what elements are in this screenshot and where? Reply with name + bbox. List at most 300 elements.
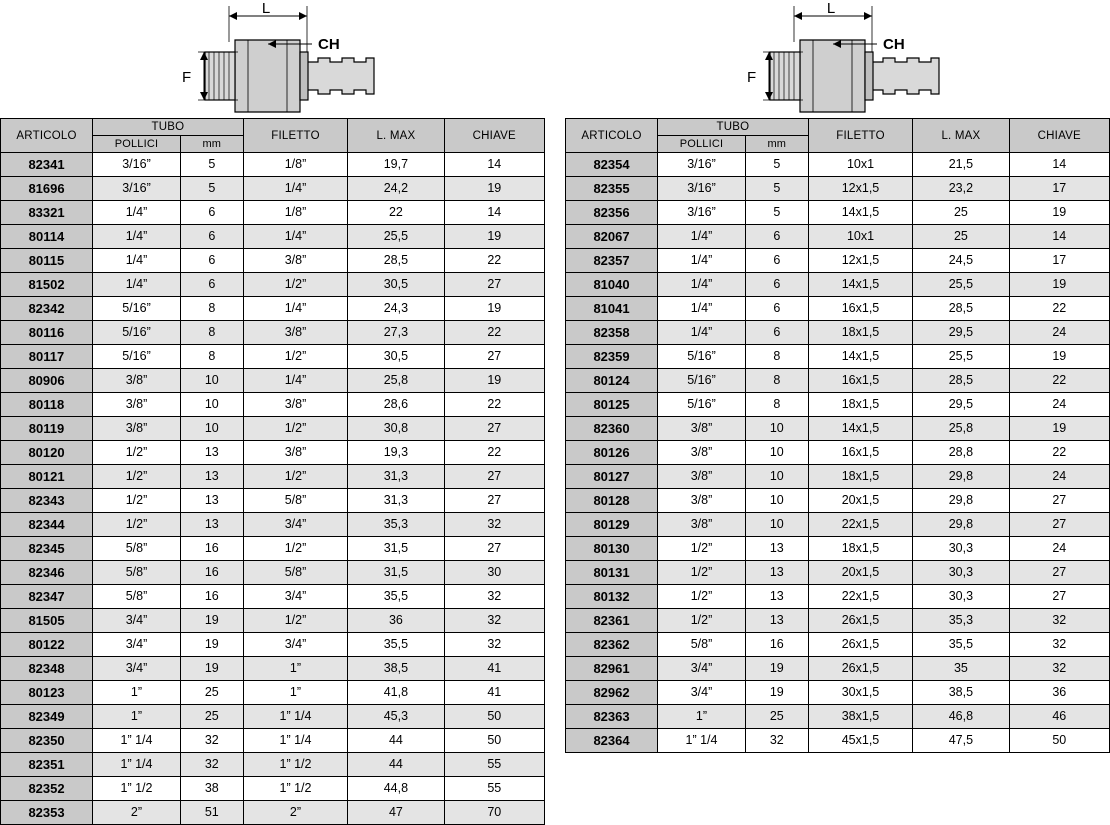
cell-pollici: 3/16” [93, 177, 181, 201]
cell-pollici: 3/8” [658, 513, 746, 537]
cell-chiave: 32 [444, 609, 544, 633]
table-row [1, 753, 545, 777]
cell-articolo: 82341 [1, 153, 93, 177]
cell-pollici: 3/16” [658, 153, 746, 177]
table-row [566, 369, 1110, 393]
table-row [1, 681, 545, 705]
cell-filetto: 1/8” [243, 153, 348, 177]
spec-table-left [0, 118, 545, 825]
cell-chiave: 50 [1009, 729, 1109, 753]
table-row [1, 609, 545, 633]
cell-articolo: 82346 [1, 561, 93, 585]
cell-mm: 19 [180, 657, 243, 681]
cell-pollici: 3/8” [93, 393, 181, 417]
cell-lmax: 30,3 [913, 537, 1009, 561]
cell-mm: 6 [745, 273, 808, 297]
cell-lmax: 25 [913, 225, 1009, 249]
cell-mm: 6 [180, 249, 243, 273]
th-articolo-2: ARTICOLO [566, 119, 658, 153]
table-row [566, 297, 1110, 321]
cell-lmax: 35,3 [913, 609, 1009, 633]
cell-filetto: 14x1,5 [808, 201, 913, 225]
table-row [1, 489, 545, 513]
cell-filetto: 1/4” [243, 297, 348, 321]
cell-pollici: 3/4” [93, 609, 181, 633]
th-filetto-2: FILETTO [808, 119, 913, 153]
cell-chiave: 36 [1009, 681, 1109, 705]
cell-chiave: 27 [1009, 489, 1109, 513]
cell-mm: 38 [180, 777, 243, 801]
cell-lmax: 45,3 [348, 705, 444, 729]
cell-lmax: 44 [348, 753, 444, 777]
cell-filetto: 16x1,5 [808, 297, 913, 321]
cell-pollici: 5/16” [658, 369, 746, 393]
table-row [566, 729, 1110, 753]
cell-lmax: 44,8 [348, 777, 444, 801]
cell-mm: 13 [180, 489, 243, 513]
cell-pollici: 5/8” [658, 633, 746, 657]
cell-chiave: 27 [444, 489, 544, 513]
table-row [566, 465, 1110, 489]
cell-lmax: 36 [348, 609, 444, 633]
cell-articolo: 83321 [1, 201, 93, 225]
cell-filetto: 1” 1/2 [243, 777, 348, 801]
cell-articolo: 81041 [566, 297, 658, 321]
cell-mm: 16 [180, 561, 243, 585]
cell-articolo: 82361 [566, 609, 658, 633]
cell-chiave: 32 [444, 633, 544, 657]
cell-lmax: 35 [913, 657, 1009, 681]
cell-mm: 19 [180, 609, 243, 633]
cell-mm: 5 [180, 153, 243, 177]
cell-chiave: 41 [444, 681, 544, 705]
cell-pollici: 1/2” [658, 609, 746, 633]
cell-articolo: 80128 [566, 489, 658, 513]
cell-chiave: 19 [444, 369, 544, 393]
cell-filetto: 14x1,5 [808, 417, 913, 441]
table-row [566, 513, 1110, 537]
cell-filetto: 14x1,5 [808, 345, 913, 369]
table-row [566, 249, 1110, 273]
cell-mm: 6 [180, 201, 243, 225]
table-row [1, 393, 545, 417]
table-row [1, 345, 545, 369]
cell-filetto: 1/4” [243, 369, 348, 393]
cell-lmax: 30,8 [348, 417, 444, 441]
cell-lmax: 23,2 [913, 177, 1009, 201]
cell-lmax: 19,3 [348, 441, 444, 465]
cell-lmax: 29,8 [913, 489, 1009, 513]
cell-articolo: 82363 [566, 705, 658, 729]
cell-chiave: 27 [444, 417, 544, 441]
cell-mm: 51 [180, 801, 243, 825]
cell-pollici: 3/4” [93, 657, 181, 681]
cell-pollici: 3/4” [93, 633, 181, 657]
table-row [566, 321, 1110, 345]
cell-mm: 16 [180, 537, 243, 561]
cell-chiave: 32 [1009, 657, 1109, 681]
cell-mm: 19 [180, 633, 243, 657]
cell-pollici: 1/4” [658, 249, 746, 273]
cell-lmax: 31,3 [348, 465, 444, 489]
cell-chiave: 14 [1009, 225, 1109, 249]
cell-filetto: 18x1,5 [808, 465, 913, 489]
cell-mm: 6 [180, 273, 243, 297]
cell-lmax: 35,5 [348, 585, 444, 609]
cell-articolo: 82342 [1, 297, 93, 321]
cell-mm: 8 [180, 297, 243, 321]
table-header-left [1, 119, 545, 153]
cell-pollici: 1” 1/4 [658, 729, 746, 753]
table-body-right [566, 153, 1110, 753]
cell-articolo: 82348 [1, 657, 93, 681]
cell-filetto: 1/2” [243, 465, 348, 489]
cell-articolo: 82358 [566, 321, 658, 345]
cell-mm: 5 [180, 177, 243, 201]
cell-mm: 13 [745, 609, 808, 633]
table-row [1, 153, 545, 177]
cell-chiave: 27 [1009, 561, 1109, 585]
cell-chiave: 19 [444, 177, 544, 201]
cell-articolo: 82350 [1, 729, 93, 753]
cell-mm: 8 [745, 393, 808, 417]
cell-pollici: 1/2” [658, 537, 746, 561]
cell-pollici: 5/16” [658, 393, 746, 417]
cell-mm: 13 [745, 537, 808, 561]
cell-filetto: 1/4” [243, 225, 348, 249]
cell-lmax: 28,8 [913, 441, 1009, 465]
cell-articolo: 82067 [566, 225, 658, 249]
cell-chiave: 22 [1009, 441, 1109, 465]
cell-filetto: 1/8” [243, 201, 348, 225]
th-tubo-2: TUBO [658, 119, 809, 136]
th-pollici-2: POLLICI [658, 136, 746, 153]
cell-lmax: 35,3 [348, 513, 444, 537]
cell-lmax: 25,8 [913, 417, 1009, 441]
cell-mm: 6 [745, 321, 808, 345]
cell-lmax: 28,5 [348, 249, 444, 273]
cell-mm: 8 [180, 321, 243, 345]
cell-pollici: 3/8” [658, 441, 746, 465]
cell-mm: 5 [745, 177, 808, 201]
cell-pollici: 1/2” [658, 561, 746, 585]
cell-chiave: 14 [1009, 153, 1109, 177]
table-row [566, 681, 1110, 705]
cell-chiave: 50 [444, 729, 544, 753]
spec-table-right [565, 118, 1110, 753]
cell-articolo: 82344 [1, 513, 93, 537]
cell-mm: 25 [180, 705, 243, 729]
cell-lmax: 35,5 [913, 633, 1009, 657]
cell-chiave: 19 [1009, 201, 1109, 225]
th-pollici: POLLICI [93, 136, 181, 153]
cell-filetto: 1/4” [243, 177, 348, 201]
cell-chiave: 27 [444, 345, 544, 369]
cell-lmax: 29,8 [913, 513, 1009, 537]
cell-mm: 10 [745, 513, 808, 537]
cell-articolo: 82359 [566, 345, 658, 369]
table-row [1, 177, 545, 201]
cell-chiave: 50 [444, 705, 544, 729]
cell-filetto: 1” 1/4 [243, 729, 348, 753]
table-row [566, 417, 1110, 441]
cell-chiave: 27 [1009, 513, 1109, 537]
cell-lmax: 27,3 [348, 321, 444, 345]
cell-filetto: 16x1,5 [808, 441, 913, 465]
table-row [1, 417, 545, 441]
table-row [566, 609, 1110, 633]
cell-lmax: 28,5 [913, 369, 1009, 393]
cell-articolo: 80117 [1, 345, 93, 369]
cell-mm: 5 [745, 153, 808, 177]
cell-filetto: 1” 1/4 [243, 705, 348, 729]
cell-lmax: 25,5 [348, 225, 444, 249]
th-tubo: TUBO [93, 119, 244, 136]
table-row [566, 441, 1110, 465]
cell-articolo: 82356 [566, 201, 658, 225]
fitting-diagram-svg [0, 0, 545, 118]
table-row [1, 513, 545, 537]
cell-filetto: 10x1 [808, 225, 913, 249]
cell-filetto: 38x1,5 [808, 705, 913, 729]
cell-mm: 10 [180, 369, 243, 393]
cell-filetto: 1/2” [243, 609, 348, 633]
cell-articolo: 80124 [566, 369, 658, 393]
cell-chiave: 22 [444, 249, 544, 273]
cell-pollici: 5/8” [93, 537, 181, 561]
cell-lmax: 31,5 [348, 561, 444, 585]
cell-chiave: 22 [1009, 369, 1109, 393]
cell-chiave: 22 [444, 321, 544, 345]
cell-articolo: 80127 [566, 465, 658, 489]
cell-pollici: 3/16” [658, 177, 746, 201]
table-row [1, 273, 545, 297]
cell-filetto: 3/8” [243, 321, 348, 345]
table-row [1, 537, 545, 561]
cell-filetto: 18x1,5 [808, 393, 913, 417]
cell-mm: 10 [180, 417, 243, 441]
cell-filetto: 3/4” [243, 633, 348, 657]
cell-lmax: 24,5 [913, 249, 1009, 273]
cell-pollici: 1” [93, 681, 181, 705]
cell-filetto: 30x1,5 [808, 681, 913, 705]
cell-articolo: 82352 [1, 777, 93, 801]
cell-chiave: 22 [444, 393, 544, 417]
cell-pollici: 1” [658, 705, 746, 729]
cell-chiave: 41 [444, 657, 544, 681]
cell-articolo: 82962 [566, 681, 658, 705]
cell-lmax: 30,5 [348, 273, 444, 297]
cell-filetto: 12x1,5 [808, 249, 913, 273]
cell-lmax: 25,8 [348, 369, 444, 393]
cell-lmax: 31,3 [348, 489, 444, 513]
cell-articolo: 82345 [1, 537, 93, 561]
cell-filetto: 1/2” [243, 537, 348, 561]
cell-chiave: 24 [1009, 537, 1109, 561]
cell-articolo: 82353 [1, 801, 93, 825]
cell-lmax: 47 [348, 801, 444, 825]
table-row [566, 153, 1110, 177]
cell-mm: 13 [745, 561, 808, 585]
th-articolo: ARTICOLO [1, 119, 93, 153]
cell-articolo: 80131 [566, 561, 658, 585]
cell-lmax: 44 [348, 729, 444, 753]
table-row [1, 777, 545, 801]
cell-pollici: 1/4” [93, 273, 181, 297]
cell-lmax: 38,5 [913, 681, 1009, 705]
cell-mm: 32 [180, 729, 243, 753]
cell-filetto: 12x1,5 [808, 177, 913, 201]
cell-pollici: 5/8” [93, 585, 181, 609]
cell-articolo: 82343 [1, 489, 93, 513]
cell-chiave: 14 [444, 153, 544, 177]
cell-chiave: 32 [1009, 633, 1109, 657]
cell-lmax: 19,7 [348, 153, 444, 177]
cell-articolo: 80126 [566, 441, 658, 465]
cell-chiave: 19 [1009, 417, 1109, 441]
cell-filetto: 45x1,5 [808, 729, 913, 753]
cell-filetto: 20x1,5 [808, 561, 913, 585]
table-row [1, 321, 545, 345]
cell-articolo: 80132 [566, 585, 658, 609]
table-row [1, 657, 545, 681]
cell-chiave: 24 [1009, 321, 1109, 345]
cell-articolo: 81505 [1, 609, 93, 633]
th-mm: mm [180, 136, 243, 153]
cell-pollici: 5/8” [93, 561, 181, 585]
table-row [1, 585, 545, 609]
cell-chiave: 19 [1009, 273, 1109, 297]
cell-filetto: 22x1,5 [808, 585, 913, 609]
table-row [566, 177, 1110, 201]
cell-pollici: 5/16” [93, 345, 181, 369]
cell-mm: 13 [180, 441, 243, 465]
cell-lmax: 41,8 [348, 681, 444, 705]
cell-filetto: 14x1,5 [808, 273, 913, 297]
cell-pollici: 2” [93, 801, 181, 825]
cell-lmax: 31,5 [348, 537, 444, 561]
cell-articolo: 80119 [1, 417, 93, 441]
cell-lmax: 29,5 [913, 393, 1009, 417]
table-row [1, 249, 545, 273]
table-row [566, 489, 1110, 513]
cell-articolo: 80123 [1, 681, 93, 705]
cell-mm: 6 [745, 297, 808, 321]
cell-filetto: 3/4” [243, 513, 348, 537]
cell-chiave: 17 [1009, 177, 1109, 201]
cell-filetto: 18x1,5 [808, 321, 913, 345]
fitting-drawing-left [0, 0, 545, 118]
cell-chiave: 19 [1009, 345, 1109, 369]
cell-filetto: 26x1,5 [808, 633, 913, 657]
table-row [1, 729, 545, 753]
cell-chiave: 22 [1009, 297, 1109, 321]
cell-lmax: 25 [913, 201, 1009, 225]
cell-filetto: 22x1,5 [808, 513, 913, 537]
cell-articolo: 82355 [566, 177, 658, 201]
cell-articolo: 82362 [566, 633, 658, 657]
cell-lmax: 29,5 [913, 321, 1009, 345]
cell-chiave: 27 [1009, 585, 1109, 609]
table-row [566, 393, 1110, 417]
cell-pollici: 1” 1/4 [93, 729, 181, 753]
cell-pollici: 5/16” [93, 321, 181, 345]
cell-filetto: 1/2” [243, 273, 348, 297]
table-row [1, 297, 545, 321]
cell-mm: 25 [180, 681, 243, 705]
cell-articolo: 80116 [1, 321, 93, 345]
cell-pollici: 5/16” [658, 345, 746, 369]
cell-articolo: 80906 [1, 369, 93, 393]
cell-mm: 6 [180, 225, 243, 249]
cell-pollici: 3/16” [93, 153, 181, 177]
cell-pollici: 1” 1/4 [93, 753, 181, 777]
cell-lmax: 22 [348, 201, 444, 225]
cell-mm: 10 [745, 465, 808, 489]
cell-filetto: 1/2” [243, 345, 348, 369]
cell-articolo: 82347 [1, 585, 93, 609]
cell-pollici: 1/4” [658, 321, 746, 345]
cell-lmax: 28,6 [348, 393, 444, 417]
cell-chiave: 55 [444, 753, 544, 777]
dim-label-F-2: F [747, 69, 757, 86]
cell-mm: 8 [180, 345, 243, 369]
cell-pollici: 1” 1/2 [93, 777, 181, 801]
cell-lmax: 47,5 [913, 729, 1009, 753]
cell-lmax: 35,5 [348, 633, 444, 657]
cell-mm: 5 [745, 201, 808, 225]
cell-pollici: 3/8” [93, 369, 181, 393]
cell-lmax: 30,5 [348, 345, 444, 369]
cell-filetto: 1/2” [243, 417, 348, 441]
cell-mm: 19 [745, 657, 808, 681]
cell-articolo: 80130 [566, 537, 658, 561]
th-lmax-2: L. MAX [913, 119, 1009, 153]
cell-mm: 16 [745, 633, 808, 657]
cell-filetto: 26x1,5 [808, 609, 913, 633]
cell-filetto: 2” [243, 801, 348, 825]
cell-chiave: 22 [444, 441, 544, 465]
cell-chiave: 14 [444, 201, 544, 225]
cell-articolo: 82364 [566, 729, 658, 753]
cell-mm: 8 [745, 345, 808, 369]
dim-label-CH: CH [318, 36, 340, 53]
cell-pollici: 1/2” [93, 489, 181, 513]
cell-mm: 32 [180, 753, 243, 777]
cell-filetto: 18x1,5 [808, 537, 913, 561]
cell-lmax: 29,8 [913, 465, 1009, 489]
cell-articolo: 80115 [1, 249, 93, 273]
cell-pollici: 1/4” [658, 297, 746, 321]
cell-mm: 10 [745, 489, 808, 513]
left-panel [0, 0, 545, 820]
cell-lmax: 25,5 [913, 273, 1009, 297]
table-row [1, 465, 545, 489]
cell-lmax: 21,5 [913, 153, 1009, 177]
right-panel [565, 0, 1110, 748]
cell-mm: 6 [745, 225, 808, 249]
cell-chiave: 17 [1009, 249, 1109, 273]
table-row [1, 441, 545, 465]
cell-pollici: 3/16” [658, 201, 746, 225]
table-row [566, 705, 1110, 729]
cell-filetto: 1” 1/2 [243, 753, 348, 777]
cell-chiave: 32 [444, 513, 544, 537]
cell-articolo: 82357 [566, 249, 658, 273]
fitting-diagram-svg-2 [565, 0, 1110, 118]
cell-pollici: 1/4” [93, 249, 181, 273]
table-body-left [1, 153, 545, 825]
